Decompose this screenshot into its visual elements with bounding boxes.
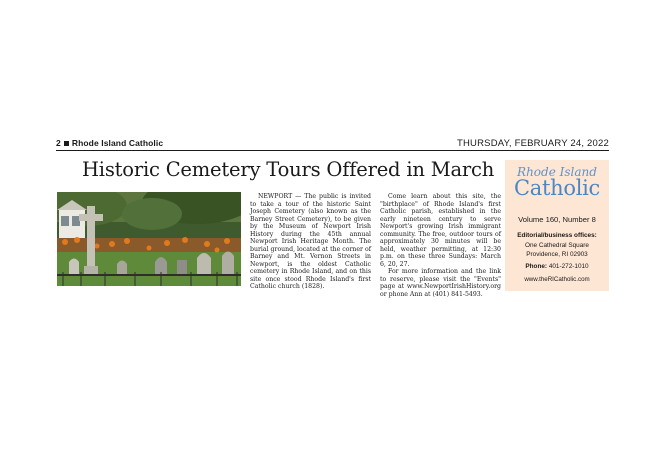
masthead-offices-label: Editorial/business offices: bbox=[517, 232, 597, 239]
masthead-address-line2: Providence, RI 02903 bbox=[526, 251, 588, 258]
masthead-phone-number: 401-272-1010 bbox=[548, 263, 589, 270]
masthead-volume: Volume 160, Number 8 bbox=[518, 215, 596, 224]
square-bullet-icon bbox=[64, 141, 69, 146]
masthead-box bbox=[505, 160, 609, 291]
masthead-website: www.theRICatholic.com bbox=[524, 276, 590, 283]
article-paragraph: Come learn about this site, the "birthplace" of Rhode Island's first Catholic parish, established in the early nineteen century to serve Newport's growing Irish immigrant community. The free, outdoor tours of approximately 30 minutes will be held, weather permitting, at 12:30 p.m. on these three Sundays: March 6, 20, 27. bbox=[380, 193, 501, 268]
masthead-phone-label: Phone: bbox=[525, 263, 548, 270]
masthead-name-top: Rhode Island bbox=[517, 165, 597, 179]
masthead-name-main: Catholic bbox=[514, 176, 600, 200]
page-header-left bbox=[56, 138, 163, 148]
issue-date: THURSDAY, FEBRUARY 24, 2022 bbox=[456, 138, 609, 149]
publication-name: Rhode Island Catholic bbox=[71, 138, 164, 148]
article-paragraph: For more information and the link to reserve, please visit the "Events" page at www.NewportIrishHistory.org or phone Ann at (401) 841-5493. bbox=[380, 268, 501, 298]
article-paragraph: NEWPORT — The public is invited to take a tour of the historic Saint Joseph Cemetery (also known as the Barney Street Cemetery), to be given by the Museum of Newport Irish History during the 45th annual Newport Irish Heritage Month. The burial ground, located at the corner of Barney and Mt. Vernon Streets in Newport, is the oldest Catholic cemetery in Rhode Island, and on this site once stood Rhode Island's first Catholic church (1828). bbox=[250, 193, 371, 290]
masthead-address-line1: One Cathedral Square bbox=[525, 242, 589, 249]
page-header bbox=[56, 138, 609, 152]
header-rule bbox=[56, 150, 609, 151]
cemetery-photo bbox=[57, 192, 241, 286]
article-column-1 bbox=[250, 193, 371, 291]
masthead-phone bbox=[505, 263, 609, 270]
page-number: 2 bbox=[56, 138, 61, 148]
article-column-2 bbox=[380, 193, 501, 298]
article-headline: Historic Cemetery Tours Offered in March bbox=[82, 158, 495, 181]
